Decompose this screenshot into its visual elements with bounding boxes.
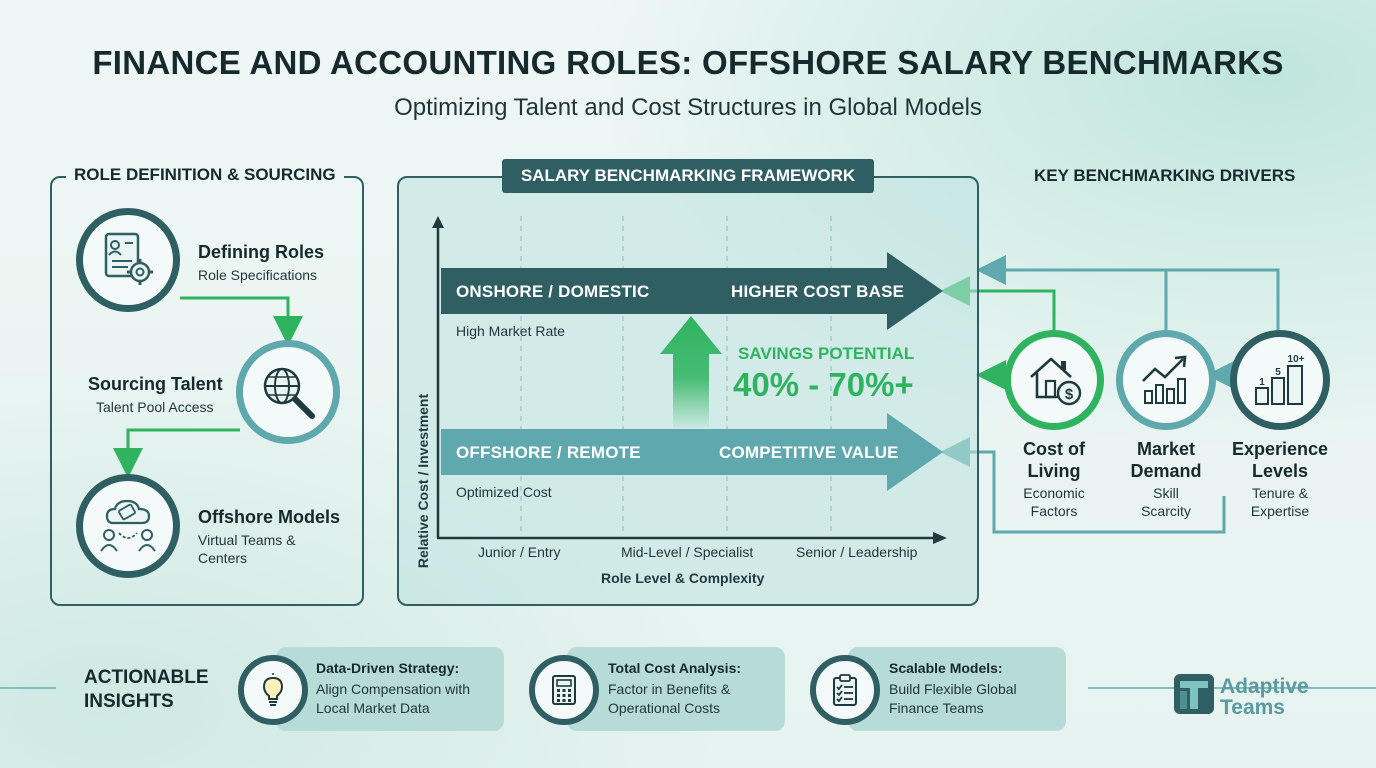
cost-of-living-title [1004, 438, 1104, 482]
page-title: FINANCE AND ACCOUNTING ROLES: OFFSHORE SALARY BENCHMARKS [92, 44, 1284, 81]
card2-line1: Factor in Benefits & [608, 681, 731, 697]
experience-levels-title-1: Experience [1231, 439, 1329, 459]
actionable-insights-label [84, 666, 209, 714]
y-axis-label: Relative Cost / Investment [415, 393, 431, 569]
onshore-label: ONSHORE / DOMESTIC [456, 282, 650, 301]
savings-value: 40% - 70%+ [733, 366, 914, 403]
savings-up-arrow [660, 316, 722, 428]
connector-top-bus [988, 270, 1278, 330]
page-subtitle: Optimizing Talent and Cost Structures in Global Models [394, 94, 982, 121]
cost-of-living-title-1: Cost of [1023, 439, 1085, 459]
trend-chart-icon [1116, 330, 1216, 430]
sourcing-talent-sub: Talent Pool Access [96, 399, 214, 415]
x-tick-mid: Mid-Level / Specialist [621, 544, 754, 560]
defining-roles-title: Defining Roles [198, 242, 325, 262]
level-label-1: 1 [1259, 377, 1265, 388]
market-demand-title-1: Market [1136, 439, 1196, 459]
brand-logo-text [1220, 676, 1309, 718]
experience-levels-title-2: Levels [1251, 461, 1309, 481]
market-demand-title-2: Demand [1130, 461, 1202, 481]
insights-label-line2: INSIGHTS [84, 691, 174, 712]
cost-of-living-sub-1: Economic [1023, 485, 1085, 501]
experience-levels-sub-2: Expertise [1250, 503, 1310, 519]
x-tick-junior: Junior / Entry [478, 544, 561, 560]
brand-logo-icon [1174, 674, 1214, 714]
competitive-value-label: COMPETITIVE VALUE [719, 443, 899, 462]
level-label-5: 5 [1275, 367, 1281, 378]
market-demand-sub-2: Scarcity [1141, 503, 1191, 519]
svg-text:$: $ [1064, 386, 1074, 403]
level-label-10plus: 10+ [1287, 354, 1305, 365]
defining-roles-sub: Role Specifications [198, 267, 318, 283]
globe-magnifier-icon [236, 340, 340, 444]
brand-line2: Teams [1220, 696, 1285, 719]
card3-line1: Build Flexible Global [889, 681, 1017, 697]
lightbulb-icon [238, 655, 308, 725]
offshore-models-sub-2: Centers [198, 550, 248, 566]
card1-title: Data-Driven Strategy: [316, 660, 460, 676]
card1-line1: Align Compensation with [316, 681, 471, 697]
higher-cost-label: HIGHER COST BASE [731, 282, 905, 301]
role-sourcing-heading: ROLE DEFINITION & SOURCING [66, 165, 344, 185]
x-axis-arrowhead [933, 532, 947, 544]
checklist-icon [810, 655, 880, 725]
insights-label-line1: ACTIONABLE [84, 667, 209, 688]
level-bars-icon [1230, 330, 1330, 430]
card3-title: Scalable Models: [889, 660, 1003, 676]
drivers-heading: KEY BENCHMARKING DRIVERS [1034, 166, 1296, 185]
market-demand-title [1116, 438, 1216, 482]
card1-line2: Local Market Data [316, 700, 430, 716]
market-demand-sub-1: Skill [1153, 485, 1179, 501]
high-market-rate-note: High Market Rate [456, 323, 565, 339]
market-demand-sub [1116, 484, 1216, 520]
sourcing-talent-title: Sourcing Talent [88, 374, 223, 394]
framework-heading: SALARY BENCHMARKING FRAMEWORK [502, 159, 874, 193]
card2-line2: Operational Costs [608, 700, 721, 716]
document-gear-icon [76, 208, 180, 312]
y-axis-arrowhead [432, 216, 444, 228]
offshore-models-title: Offshore Models [198, 507, 341, 527]
card3-line2: Finance Teams [889, 700, 984, 716]
brand-line1: Adaptive [1220, 675, 1309, 698]
x-tick-senior: Senior / Leadership [796, 544, 918, 560]
offshore-label: OFFSHORE / REMOTE [456, 443, 641, 462]
optimized-cost-note: Optimized Cost [456, 484, 552, 500]
experience-levels-sub-1: Tenure & [1251, 485, 1309, 501]
house-dollar-icon [1004, 330, 1104, 430]
experience-levels-title [1220, 438, 1340, 482]
x-axis-label: Role Level & Complexity [601, 570, 765, 586]
cost-of-living-title-2: Living [1027, 461, 1081, 481]
cost-of-living-sub-2: Factors [1030, 503, 1078, 519]
savings-label: SAVINGS POTENTIAL [738, 344, 915, 363]
experience-levels-sub [1230, 484, 1330, 520]
cloud-team-icon [76, 474, 180, 578]
card2-title: Total Cost Analysis: [608, 660, 742, 676]
calculator-icon [529, 655, 599, 725]
cost-of-living-sub [1004, 484, 1104, 520]
offshore-models-sub-1: Virtual Teams & [198, 532, 296, 548]
